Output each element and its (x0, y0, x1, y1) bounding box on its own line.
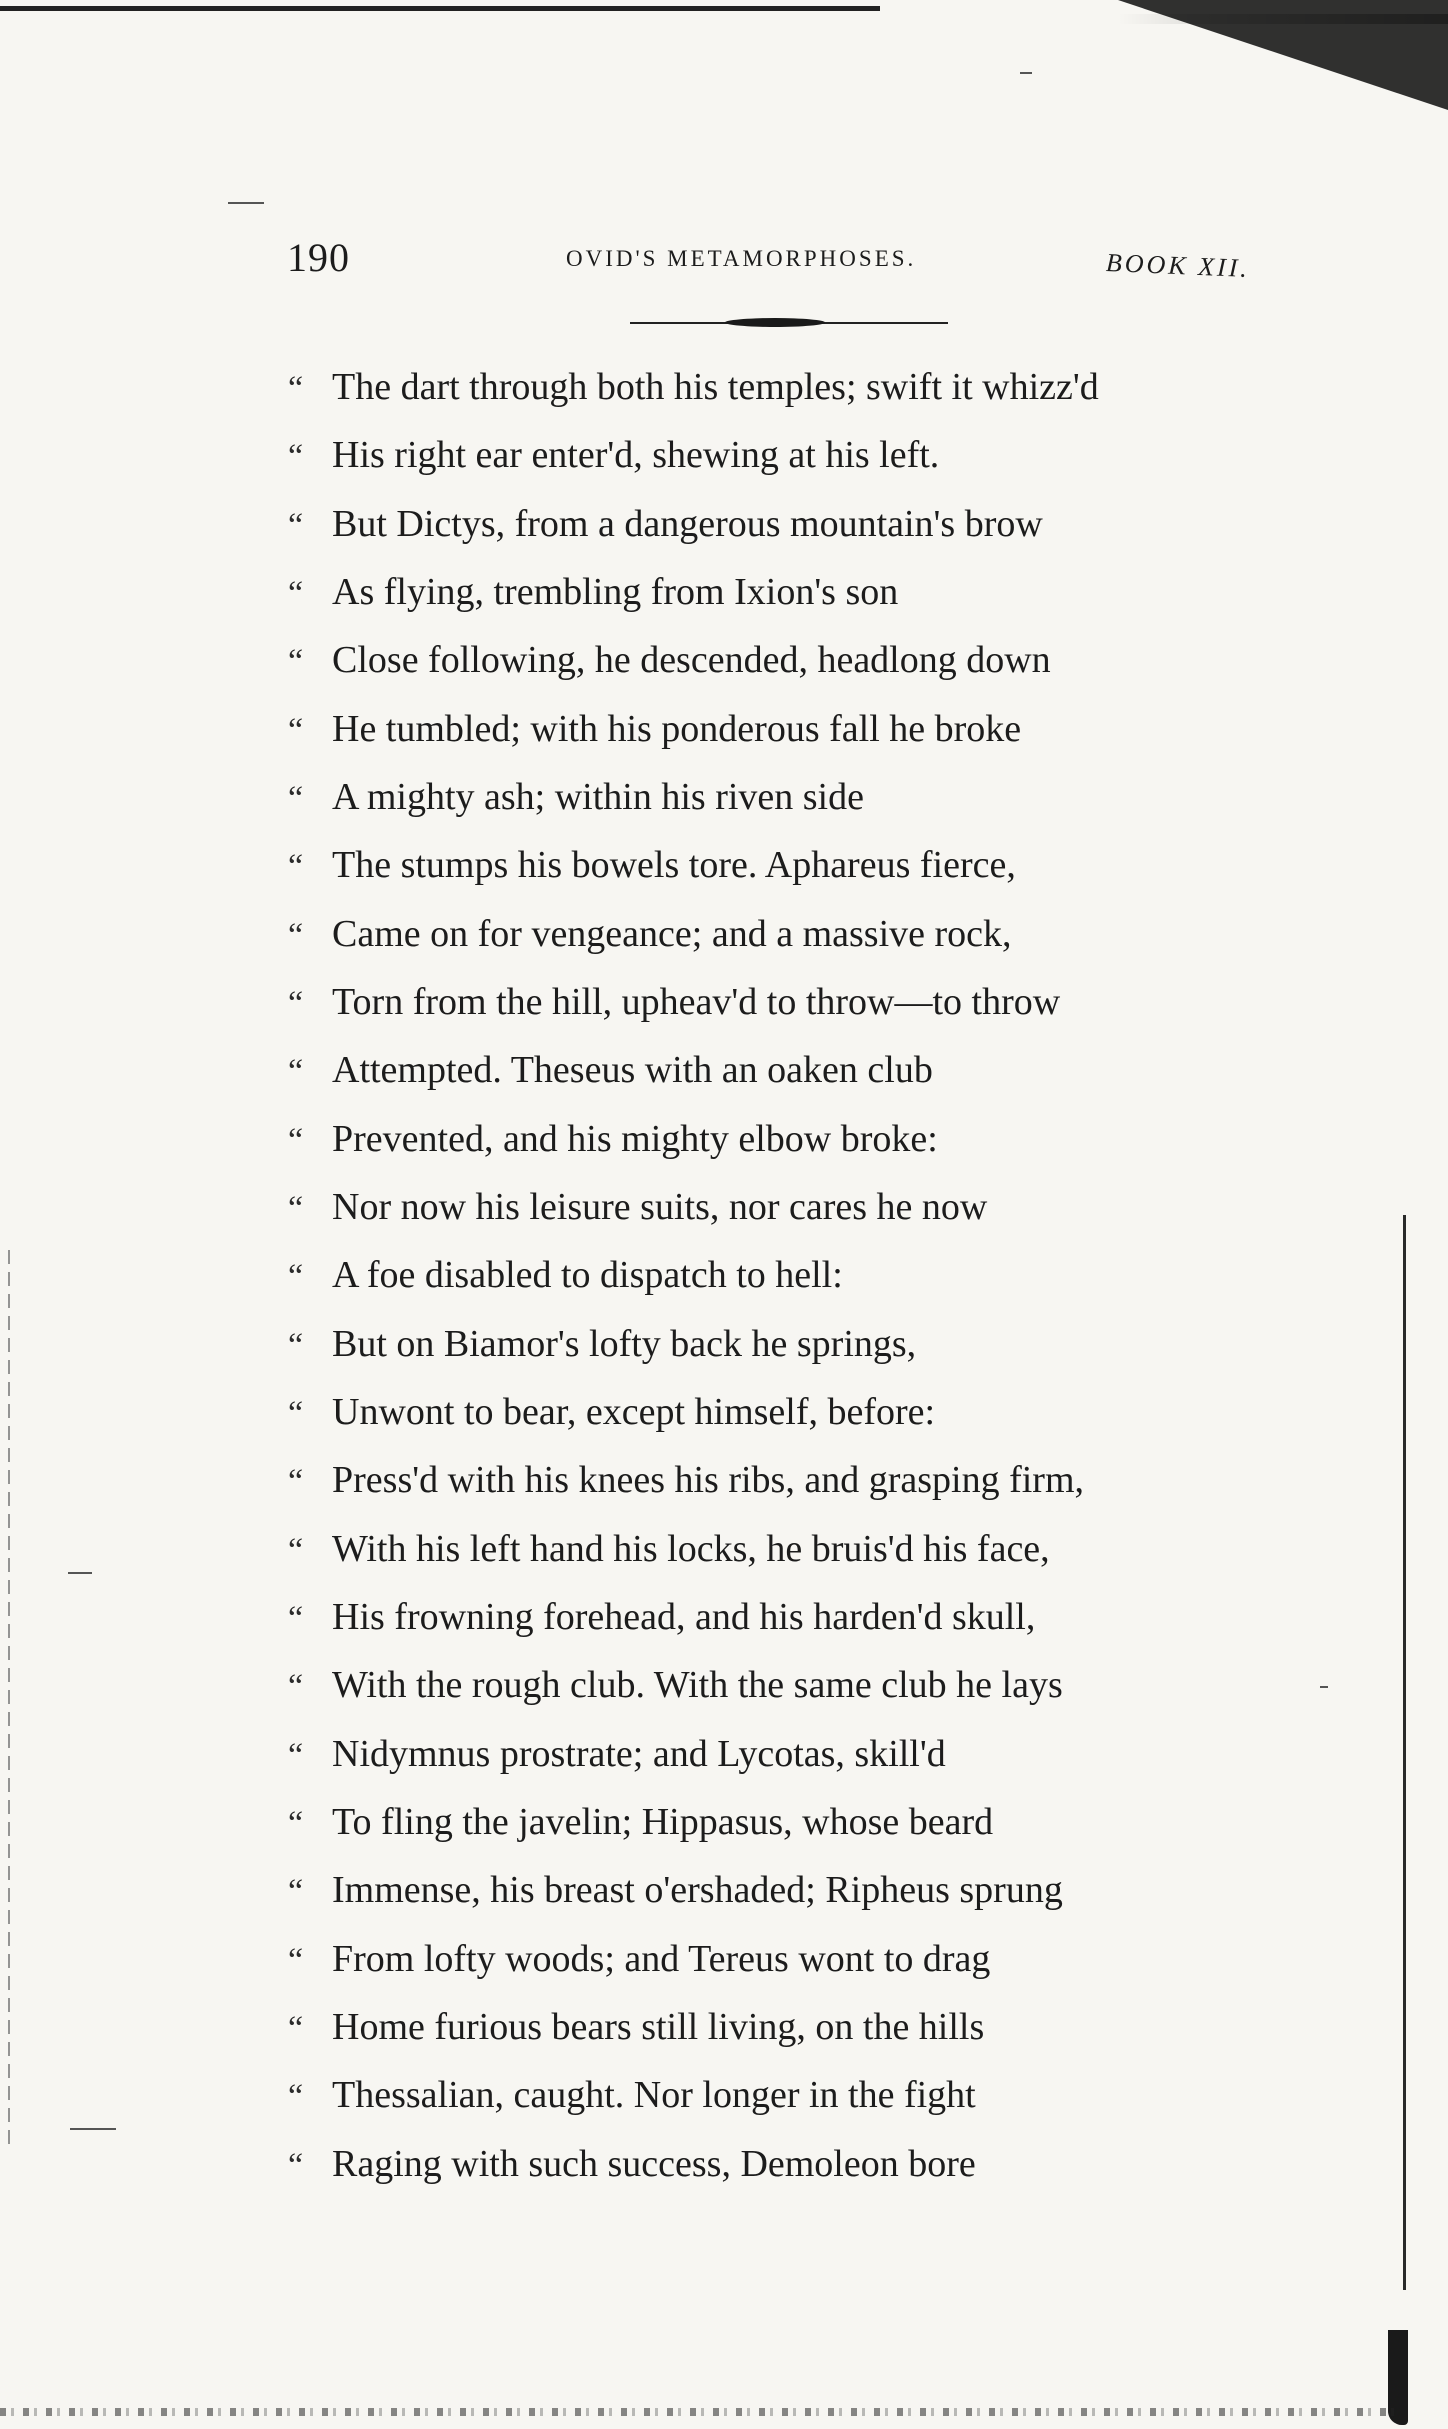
verse-line-text: His frowning forehead, and his harden'd skull, (332, 1596, 1036, 1638)
verse-line-text: Raging with such success, Demoleon bore (332, 2143, 976, 2185)
verse-line-text: He tumbled; with his ponderous fall he broke (332, 708, 1022, 750)
verse-line (288, 2134, 976, 2194)
page-number: 190 (287, 235, 350, 280)
scan-speck (1320, 1686, 1328, 1688)
verse-line (288, 494, 1043, 554)
verse-line-text: But on Biamor's lofty back he springs, (332, 1323, 917, 1365)
verse-line (288, 767, 864, 827)
verse-line-text: Nor now his leisure suits, nor cares he now (332, 1186, 988, 1228)
verse-line (288, 562, 898, 622)
verse-line-text: But Dictys, from a dangerous mountain's brow (332, 503, 1043, 545)
verse-line (288, 1450, 1084, 1510)
quote-mark: “ (288, 712, 304, 749)
verse-line-text: Immense, his breast o'ershaded; Ripheus sprung (332, 1869, 1063, 1911)
verse-line-text: Came on for vengeance; and a massive rock, (332, 913, 1012, 955)
verse-line (288, 1997, 984, 2057)
verse-line-text: Torn from the hill, upheav'd to throw—to throw (332, 981, 1061, 1023)
verse-line (288, 1792, 993, 1852)
quote-mark: “ (288, 848, 304, 885)
verse-line (288, 972, 1060, 1032)
scan-speck (1020, 72, 1032, 74)
verse-line-text: The dart through both his temples; swift it whizz'd (332, 366, 1099, 408)
verse-line (288, 1929, 990, 1989)
verse-line (288, 835, 1016, 895)
quote-mark: “ (288, 575, 304, 612)
verse-line-text: As flying, trembling from Ixion's son (332, 571, 899, 613)
quote-mark: “ (288, 1668, 304, 1705)
quote-mark: “ (288, 1805, 304, 1842)
verse-line-text: Press'd with his knees his ribs, and grasping firm, (332, 1459, 1085, 1501)
quote-mark: “ (288, 507, 304, 544)
verse-line-text: A foe disabled to dispatch to hell: (332, 1254, 843, 1296)
running-title: OVID'S METAMORPHOSES. (566, 246, 917, 271)
quote-mark: “ (288, 1463, 304, 1500)
verse-line (288, 1177, 987, 1237)
verse-line-text: Nidymnus prostrate; and Lycotas, skill'd (332, 1733, 946, 1775)
verse-line (288, 1382, 935, 1442)
quote-mark: “ (288, 2078, 304, 2115)
quote-mark: “ (288, 1942, 304, 1979)
quote-mark: “ (288, 1190, 304, 1227)
verse-line (288, 1655, 1063, 1715)
verse-line-text: Unwont to bear, except himself, before: (332, 1391, 936, 1433)
verse-line-text: Thessalian, caught. Nor longer in the fight (332, 2074, 976, 2116)
quote-mark: “ (288, 1258, 304, 1295)
verse-line-text: The stumps his bowels tore. Aphareus fierce, (332, 844, 1016, 886)
verse-line-text: Attempted. Theseus with an oaken club (332, 1049, 933, 1091)
verse-line (288, 1519, 1050, 1579)
verse-line-text: With the rough club. With the same club he lays (332, 1664, 1063, 1706)
scan-left-edge (8, 1250, 10, 2150)
verse-line-text: A mighty ash; within his riven side (332, 776, 864, 818)
verse-line (288, 699, 1021, 759)
verse-line-text: To fling the javelin; Hippasus, whose beard (332, 1801, 994, 1843)
verse-line (288, 630, 1051, 690)
verse-line (288, 1109, 938, 1169)
verse-line-text: Home furious bears still living, on the hills (332, 2006, 985, 2048)
verse-line (288, 357, 1099, 417)
scan-top-rule (0, 6, 880, 11)
scan-bottom-edge (0, 2408, 1400, 2416)
verse-line (288, 1587, 1035, 1647)
quote-mark: “ (288, 370, 304, 407)
verse-line-text: Prevented, and his mighty elbow broke: (332, 1118, 938, 1160)
scan-speck (68, 1572, 92, 1574)
verse-line-text: His right ear enter'd, shewing at his left. (332, 434, 940, 476)
quote-mark: “ (288, 1873, 304, 1910)
scan-speck (228, 202, 264, 204)
scan-speck (70, 2128, 116, 2130)
verse-line-text: With his left hand his locks, he bruis'd his face, (332, 1528, 1050, 1570)
scan-right-edge (1403, 1215, 1406, 2290)
verse-line (288, 904, 1012, 964)
verse-line (288, 1040, 933, 1100)
quote-mark: “ (288, 643, 304, 680)
quote-mark: “ (288, 1532, 304, 1569)
scan-corner-fade (1118, 14, 1448, 24)
verse-line (288, 425, 939, 485)
ornament-swell (725, 318, 825, 327)
quote-mark: “ (288, 2147, 304, 2184)
quote-mark: “ (288, 1737, 304, 1774)
verse-line (288, 1314, 916, 1374)
quote-mark: “ (288, 985, 304, 1022)
verse-line (288, 1245, 843, 1305)
quote-mark: “ (288, 1395, 304, 1432)
quote-mark: “ (288, 780, 304, 817)
book-label: BOOK XII. (1105, 248, 1251, 284)
quote-mark: “ (288, 917, 304, 954)
verse-line-text: From lofty woods; and Tereus wont to drag (332, 1938, 991, 1980)
quote-mark: “ (288, 2010, 304, 2047)
verse-line (288, 1724, 946, 1784)
verse-line (288, 1860, 1063, 1920)
quote-mark: “ (288, 1327, 304, 1364)
ornament-rule (630, 321, 948, 325)
verse-line-text: Close following, he descended, headlong down (332, 639, 1051, 681)
quote-mark: “ (288, 1053, 304, 1090)
quote-mark: “ (288, 1122, 304, 1159)
quote-mark: “ (288, 438, 304, 475)
verse-line (288, 2065, 976, 2125)
quote-mark: “ (288, 1600, 304, 1637)
